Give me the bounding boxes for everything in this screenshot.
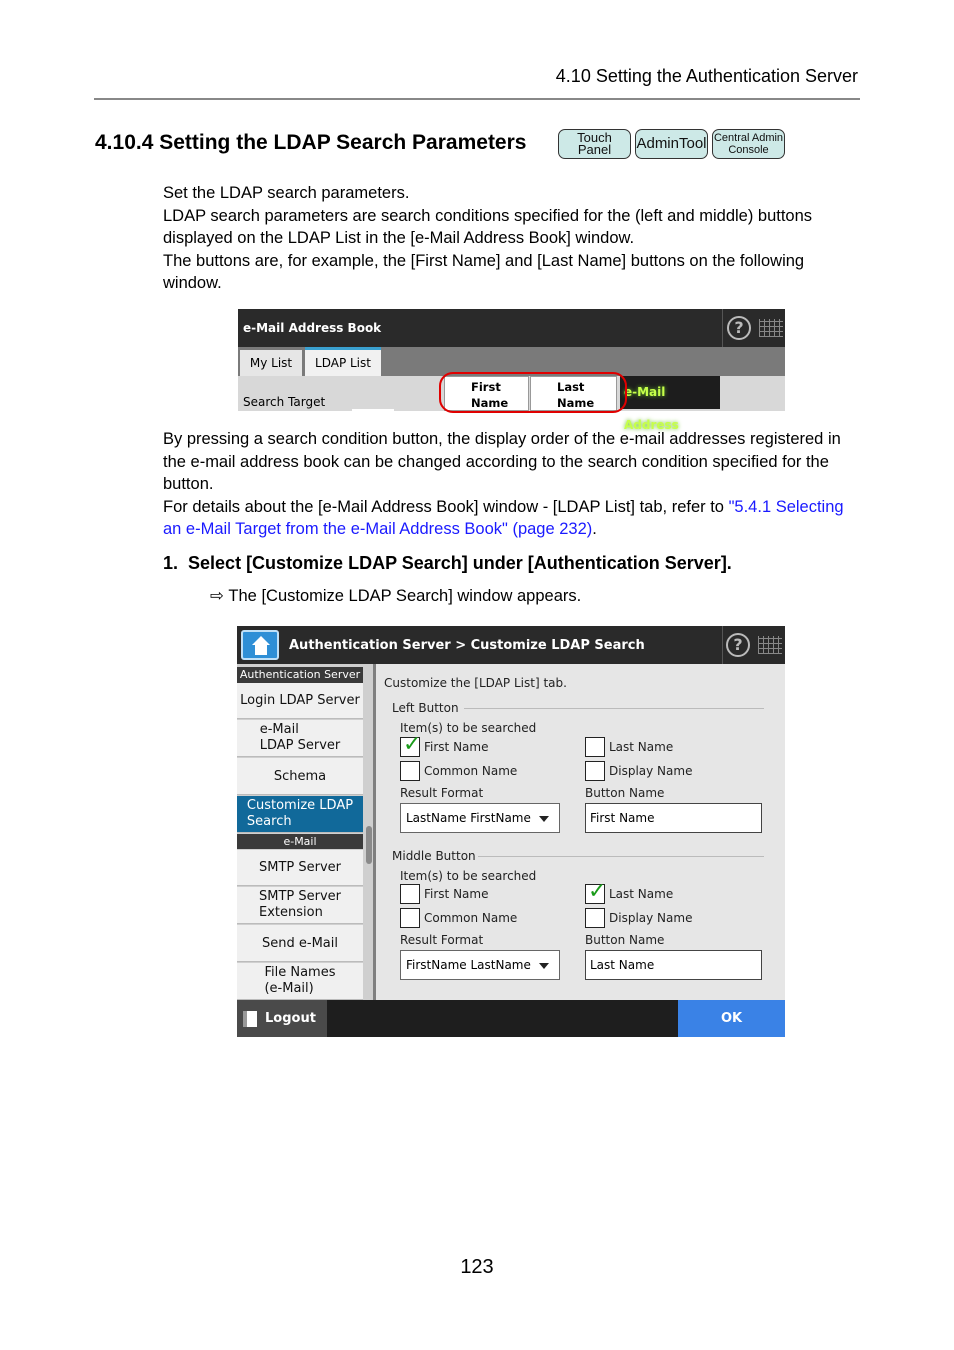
intro-text	[163, 182, 863, 295]
sidebar-item-send-email[interactable]: Send e-Mail	[237, 925, 363, 962]
middle-last-name-checkbox[interactable]	[585, 879, 607, 904]
left-common-name-checkbox[interactable]	[400, 761, 420, 781]
logout-label: Logout	[265, 1011, 316, 1026]
sidebar-group-auth: Authentication Server	[237, 667, 363, 683]
middle-display-name-label: Display Name	[609, 911, 693, 925]
middle-first-name-label: First Name	[424, 887, 489, 901]
checkmark-icon: ✓	[403, 732, 422, 757]
sidebar-group-email: e-Mail	[237, 834, 363, 849]
middle-common-name-checkbox[interactable]	[400, 908, 420, 928]
highlight-ellipse	[439, 372, 627, 413]
middle-format-label: Result Format	[400, 933, 484, 947]
divider	[722, 309, 723, 347]
middle-last-name-label: Last Name	[609, 887, 674, 901]
divider	[352, 409, 394, 411]
sidebar-item-email-ldap[interactable]: e-Mail LDAP Server	[237, 720, 363, 757]
address-book-screenshot	[238, 309, 785, 432]
central-admin-console-badge	[712, 129, 785, 159]
button-line: Name	[471, 396, 509, 410]
arrow-icon: ⇨	[210, 587, 224, 605]
sidebar-item-smtp-extension[interactable]: SMTP Server Extension	[237, 887, 363, 924]
left-result-format-select[interactable]	[400, 803, 560, 833]
select-value: LastName FirstName	[406, 811, 531, 825]
admintool-badge	[635, 129, 708, 159]
sidebar-item-login-ldap[interactable]: Login LDAP Server	[237, 683, 363, 719]
badge-line: Touch	[577, 130, 612, 145]
sidebar-item-schema[interactable]: Schema	[237, 758, 363, 795]
left-items-label: Item(s) to be searched	[400, 721, 537, 735]
middle-display-name-checkbox[interactable]	[585, 908, 605, 928]
chevron-down-icon	[539, 816, 549, 822]
middle-result-format-select[interactable]	[400, 950, 560, 980]
middle-button-heading: Middle Button	[392, 849, 476, 863]
address-book-title: e-Mail Address Book	[243, 321, 382, 335]
keyboard-icon[interactable]	[758, 636, 782, 654]
intro-line: LDAP search parameters are search conditions specified for the (left and middle) buttons displayed on the LDAP List in the [e-Mail Address Book] window.	[163, 206, 813, 248]
middle-button-name-field[interactable]: Last Name	[585, 950, 762, 980]
badge-line: Central Admin	[713, 132, 784, 144]
left-first-name-checkbox[interactable]	[400, 732, 422, 757]
left-first-name-label: First Name	[424, 740, 489, 754]
step-1	[163, 553, 732, 574]
left-display-name-checkbox[interactable]	[585, 761, 605, 781]
ldap-window-title: Authentication Server > Customize LDAP Search	[289, 638, 645, 653]
logout-icon	[243, 1011, 257, 1027]
step-number: 1.	[163, 553, 179, 573]
intro-line: Set the LDAP search parameters.	[163, 184, 410, 202]
tab-my-list[interactable]: My List	[240, 350, 302, 376]
badge-line: Console	[728, 144, 769, 156]
divider	[478, 856, 764, 857]
sidebar-item-file-names[interactable]: File Names (e-Mail)	[237, 963, 363, 1000]
address-book-title-bar	[238, 309, 785, 347]
header-rule	[94, 98, 860, 100]
step-text: Select [Customize LDAP Search] under [Authentication Server].	[188, 553, 732, 573]
sidebar-item-smtp-server[interactable]: SMTP Server	[237, 850, 363, 886]
sidebar-scrollbar[interactable]	[366, 826, 372, 864]
chevron-down-icon	[539, 963, 549, 969]
keyboard-icon[interactable]	[759, 319, 783, 337]
checkmark-icon: ✓	[588, 879, 607, 904]
home-icon[interactable]	[241, 630, 279, 660]
button-line: First	[471, 380, 501, 394]
left-format-label: Result Format	[400, 786, 484, 800]
button-line: Last	[557, 380, 585, 394]
left-display-name-label: Display Name	[609, 764, 693, 778]
home-body	[255, 645, 267, 655]
panel-intro: Customize the [LDAP List] tab.	[384, 676, 567, 690]
home-roof	[252, 636, 270, 645]
body-paragraph: By pressing a search condition button, the display order of the e-mail addresses registered in the e-mail address book can be changed according to the search condition specified for the button.	[163, 430, 841, 494]
middle-items-label: Item(s) to be searched	[400, 869, 537, 883]
left-button-name-field[interactable]: First Name	[585, 803, 762, 833]
body-paragraph-ref	[163, 496, 863, 541]
logout-button[interactable]	[237, 1000, 327, 1037]
badge-line: Panel	[577, 142, 612, 157]
touch-panel-badge	[558, 129, 631, 159]
ref-suffix: .	[592, 520, 597, 539]
page-number: 123	[460, 1256, 494, 1278]
step-result	[210, 586, 581, 606]
ldap-window-title-bar	[237, 626, 785, 664]
result-text: The [Customize LDAP Search] window appears.	[228, 587, 582, 605]
body-text	[163, 428, 863, 541]
tab-ldap-list[interactable]: LDAP List	[305, 347, 381, 376]
middle-first-name-checkbox[interactable]	[400, 884, 420, 904]
sidebar	[237, 664, 373, 1000]
left-button-heading: Left Button	[392, 701, 459, 715]
badge-line: AdminTool	[636, 135, 707, 152]
select-value: FirstName LastName	[406, 958, 531, 972]
left-common-name-label: Common Name	[424, 764, 518, 778]
divider	[464, 708, 764, 709]
main-panel	[376, 664, 785, 1000]
middle-common-name-label: Common Name	[424, 911, 518, 925]
intro-line: The buttons are, for example, the [First Name] and [Last Name] buttons on the following window.	[163, 251, 805, 293]
sidebar-item-customize-ldap-search[interactable]: Customize LDAP Search	[237, 796, 363, 833]
section-title: 4.10.4 Setting the LDAP Search Parameters	[95, 131, 527, 154]
reference-link[interactable]: "5.4.1 Selecting an e-Mail Target from the e-Mail Address Book" (page 232)	[163, 497, 844, 539]
divider	[722, 626, 723, 664]
bottom-bar	[237, 1000, 785, 1037]
ok-button[interactable]: OK	[678, 1000, 785, 1037]
running-header: 4.10 Setting the Authentication Server	[555, 66, 858, 86]
left-last-name-checkbox[interactable]	[585, 737, 605, 757]
button-line: Name	[557, 396, 595, 410]
search-target-label: Search Target	[243, 395, 326, 409]
left-name-label: Button Name	[585, 786, 665, 800]
ldap-window-screenshot	[237, 626, 785, 1037]
left-last-name-label: Last Name	[609, 740, 674, 754]
help-icon[interactable]: ?	[726, 633, 750, 657]
middle-name-label: Button Name	[585, 933, 665, 947]
help-icon[interactable]: ?	[727, 316, 751, 340]
email-address-button[interactable]: e-Mail Address	[620, 376, 720, 409]
ref-prefix: For details about the [e-Mail Address Book] window - [LDAP List] tab, refer to	[163, 497, 729, 516]
